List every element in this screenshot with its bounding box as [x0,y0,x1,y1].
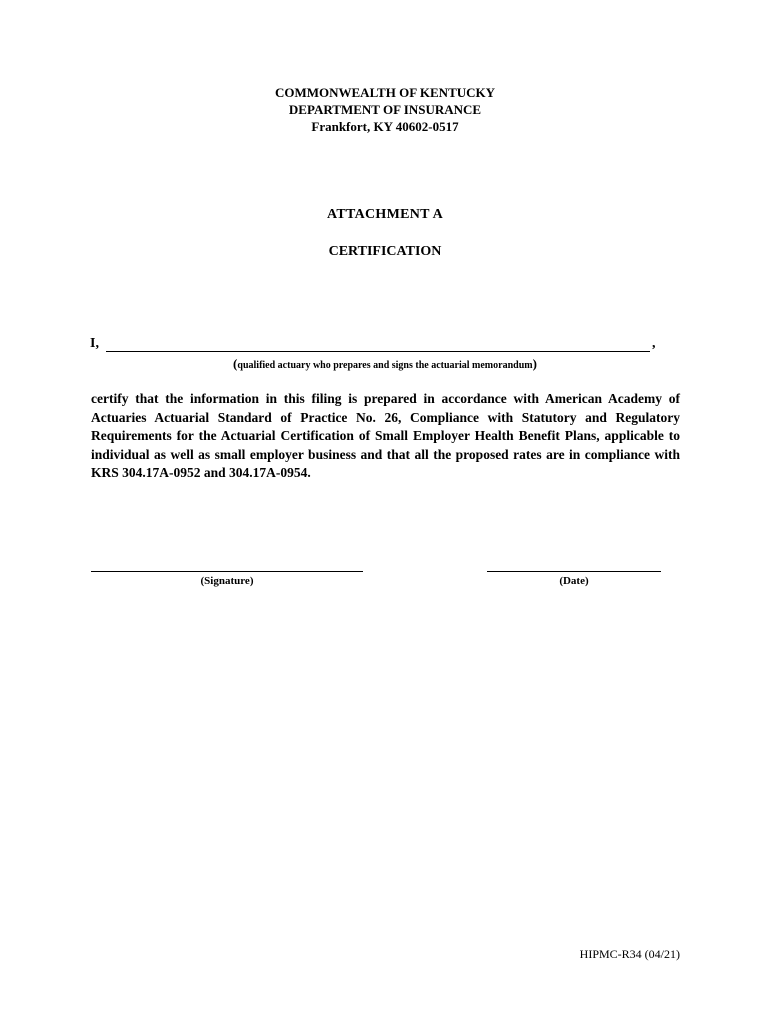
certification-statement: certify that the information in this filing is prepared in accordance with American Academy of Actuaries Actuarial Standard of Practice No. 26, Compliance with Statutory and Regulatory Requirements for the Actuarial Certification of Small Employer Health Benefit Plans, applicable to individual as well as small employer business and that all the proposed rates are in compliance with KRS 304.17A-0952 and 304.17A-0954. [91,391,680,480]
header-address: Frankfort, KY 40602-0517 [311,119,459,134]
form-code: HIPMC-R34 (04/21) [579,947,680,961]
actuary-name-field[interactable] [106,351,650,352]
caption-close-paren: ) [532,356,537,371]
date-field[interactable] [487,556,661,572]
caption-open-paren: ( [233,356,238,371]
signature-field[interactable] [91,556,363,572]
caption-text: qualified actuary who prepares and signs the actuarial memorandum [237,360,533,371]
date-caption: (Date) [559,575,589,587]
name-prefix: I, [90,336,99,351]
signature-block [91,556,363,587]
header-state: COMMONWEALTH OF KENTUCKY [274,85,496,100]
actuary-name-row [90,336,670,356]
attachment-title: ATTACHMENT A [326,207,443,222]
actuary-name-caption [0,356,770,372]
header-department: DEPARTMENT OF INSURANCE [288,102,482,117]
date-block [487,556,661,587]
name-suffix: , [652,336,656,351]
signature-caption: (Signature) [200,575,254,587]
certification-title: CERTIFICATION [328,244,442,259]
document-header [0,84,770,135]
